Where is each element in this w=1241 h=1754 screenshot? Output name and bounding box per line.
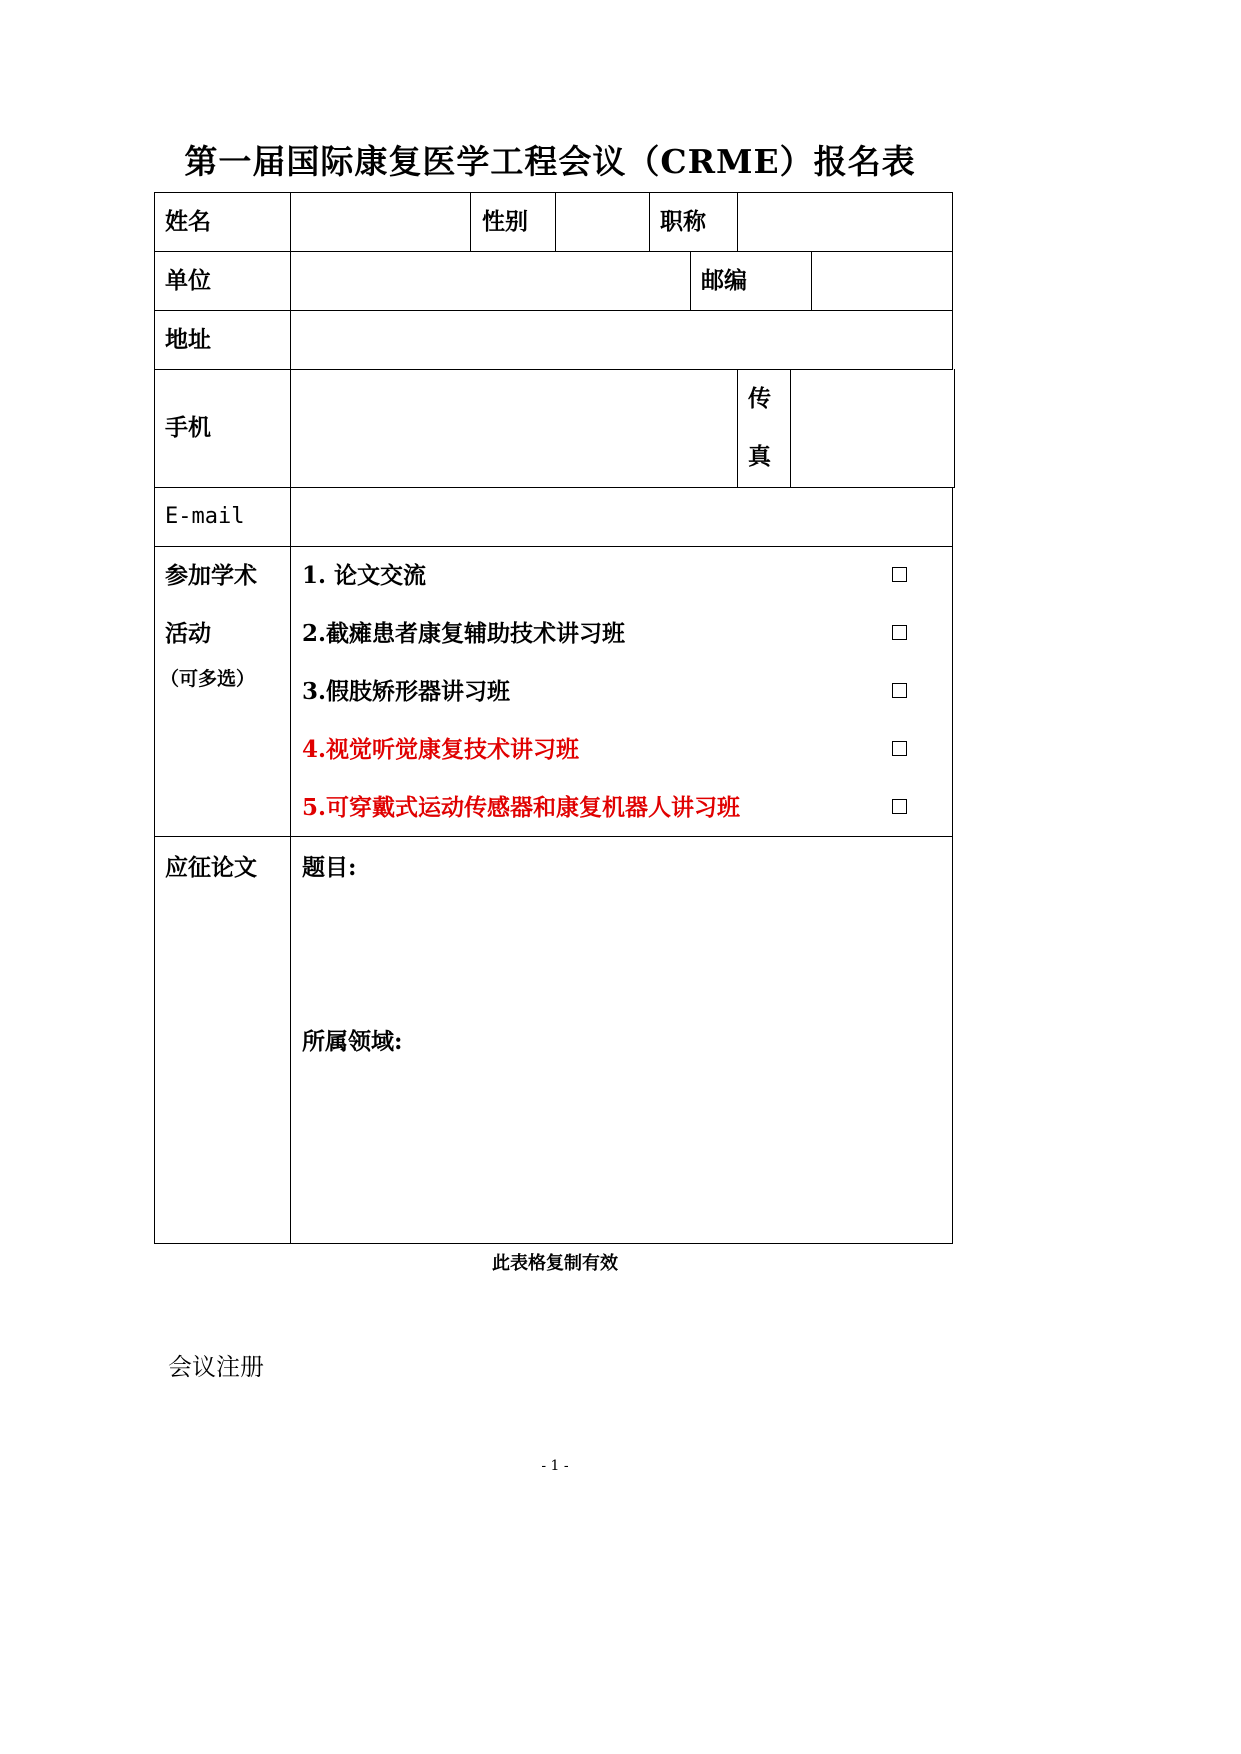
activity-item: 2.截瘫患者康复辅助技术讲习班 xyxy=(302,620,626,647)
email-field[interactable] xyxy=(291,488,952,546)
gender-label: 性别 xyxy=(482,208,528,235)
activity-checkbox[interactable] xyxy=(892,683,907,698)
paper-label: 应征论文 xyxy=(165,854,257,881)
paper-topic-label: 题目: xyxy=(302,854,357,881)
mobile-field[interactable] xyxy=(291,370,737,487)
mobile-label: 手机 xyxy=(165,414,211,441)
activity-checkbox[interactable] xyxy=(892,741,907,756)
page-number: - 1 - xyxy=(541,1458,569,1474)
table-border-left xyxy=(154,192,155,1244)
name-label: 姓名 xyxy=(165,208,211,235)
job-title-label: 职称 xyxy=(660,208,706,235)
postcode-field[interactable] xyxy=(812,252,952,310)
fax-field[interactable] xyxy=(791,370,954,487)
fax-label-line2: 真 xyxy=(748,443,771,470)
table-column-divider xyxy=(649,192,650,252)
table-border-right xyxy=(952,192,953,370)
gender-field[interactable] xyxy=(556,193,649,251)
paper-field-input[interactable] xyxy=(291,1060,952,1242)
activities-label-line1: 参加学术 xyxy=(165,562,257,589)
email-label: E-mail xyxy=(165,504,245,529)
table-column-divider xyxy=(690,251,691,311)
activity-item-highlighted: 4.视觉听觉康复技术讲习班 xyxy=(302,736,580,763)
table-rule xyxy=(154,546,953,547)
unit-field[interactable] xyxy=(291,252,690,310)
fax-label-line1: 传 xyxy=(748,385,771,412)
activity-checkbox[interactable] xyxy=(892,625,907,640)
activity-item: 3.假肢矫形器讲习班 xyxy=(302,678,511,705)
table-rule xyxy=(154,836,953,837)
activities-label-line2: 活动 xyxy=(165,620,211,647)
section-heading: 会议注册 xyxy=(168,1353,264,1381)
form-title: 第一届国际康复医学工程会议（CRME）报名表 xyxy=(184,142,916,181)
table-border-bottom xyxy=(154,1243,953,1244)
table-border-right xyxy=(952,487,953,1244)
postcode-label: 邮编 xyxy=(701,267,747,294)
unit-label: 单位 xyxy=(165,267,211,294)
address-label: 地址 xyxy=(165,326,211,353)
activities-label-line3: （可多选） xyxy=(160,668,256,690)
table-column-divider xyxy=(737,369,738,488)
table-column-divider xyxy=(470,192,471,252)
table-border-right xyxy=(954,369,955,488)
activity-checkbox[interactable] xyxy=(892,799,907,814)
activity-item: 1. 论文交流 xyxy=(302,562,427,589)
name-field[interactable] xyxy=(291,193,470,251)
paper-field-label: 所属领域: xyxy=(302,1028,403,1055)
activity-checkbox[interactable] xyxy=(892,567,907,582)
paper-topic-field[interactable] xyxy=(291,885,952,1015)
copy-note: 此表格复制有效 xyxy=(492,1253,618,1274)
address-field[interactable] xyxy=(291,311,952,369)
activity-item-highlighted: 5.可穿戴式运动传感器和康复机器人讲习班 xyxy=(302,794,741,821)
job-title-field[interactable] xyxy=(738,193,952,251)
